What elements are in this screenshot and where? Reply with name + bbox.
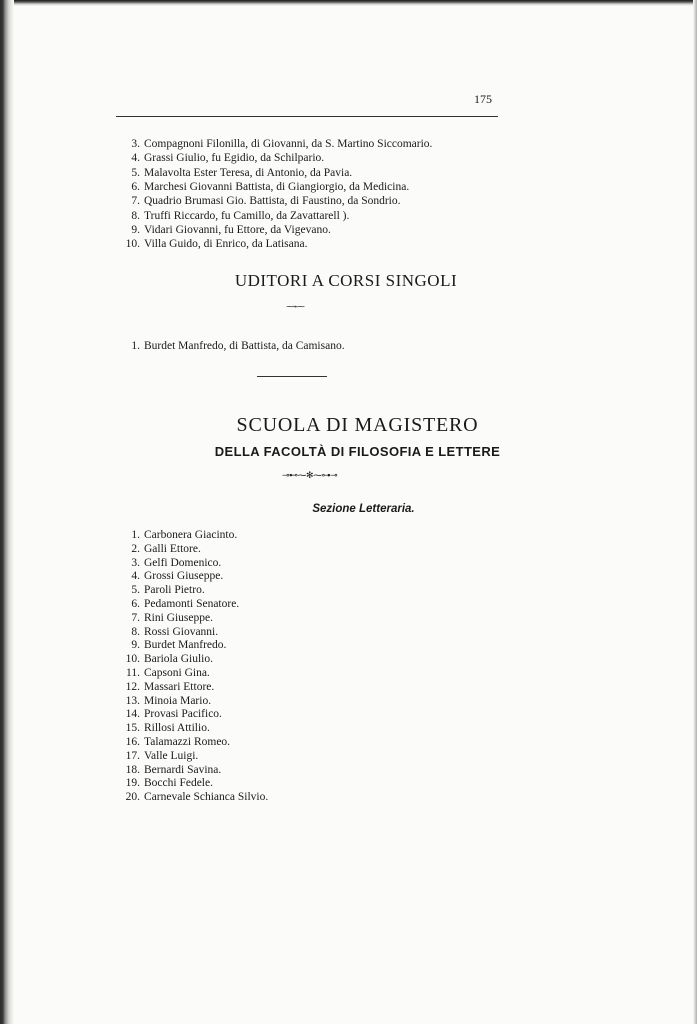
item-text: Grossi Giuseppe.	[144, 570, 224, 583]
item-number: 6.	[131, 597, 140, 610]
list-item	[131, 137, 433, 151]
item-number: 7.	[131, 195, 140, 208]
list-item	[131, 339, 345, 353]
section-heading: Sezione Letteraria.	[312, 503, 415, 515]
list-item	[131, 529, 268, 543]
list-item	[125, 749, 268, 764]
list-item	[131, 542, 268, 557]
list-item	[131, 570, 268, 584]
list-item	[131, 625, 268, 640]
section-rule	[257, 376, 327, 377]
list-item	[125, 763, 268, 778]
item-number: 10.	[125, 238, 140, 251]
item-text: Bocchi Fedele.	[144, 777, 213, 790]
list-item	[131, 151, 432, 165]
item-number: 5.	[131, 584, 140, 597]
item-text: Massari Ettore.	[144, 680, 215, 693]
list-item	[131, 556, 268, 571]
item-number: 17.	[125, 749, 140, 762]
item-text: Talamazzi Romeo.	[144, 735, 231, 748]
item-number: 15.	[125, 722, 140, 735]
list-item	[125, 722, 268, 736]
list-item	[131, 597, 268, 612]
ornament-divider: ⁓⌁⁓	[286, 302, 304, 311]
item-text: Truffi Riccardo, fu Camillo, da Zavattarell ).	[144, 209, 350, 222]
list-item	[131, 639, 268, 653]
list-item	[131, 584, 268, 598]
item-number: 7.	[131, 611, 140, 624]
list-item	[126, 666, 268, 681]
list-item	[125, 708, 268, 722]
uditori-list	[131, 339, 345, 353]
list-item	[125, 777, 268, 791]
item-text: Burdet Manfredo.	[144, 639, 227, 652]
item-number: 8.	[131, 209, 140, 222]
continued-list	[125, 137, 433, 252]
scuola-title: SCUOLA DI MAGISTERO	[236, 414, 479, 436]
facolta-subtitle: DELLA FACOLTÀ DI FILOSOFIA E LETTERE	[214, 444, 501, 459]
item-number: 13.	[125, 694, 140, 707]
page-number: 175	[474, 92, 492, 106]
item-text: Paroli Pietro.	[144, 584, 205, 597]
item-text: Bariola Giulio.	[144, 653, 213, 666]
list-item	[131, 223, 432, 237]
item-number: 6.	[131, 181, 140, 194]
item-text: Rossi Giovanni.	[144, 625, 219, 638]
item-number: 9.	[131, 224, 140, 237]
list-item	[131, 166, 432, 180]
item-number: 11.	[126, 666, 140, 679]
list-item	[131, 194, 432, 208]
item-number: 20.	[125, 791, 140, 804]
item-number: 4.	[131, 152, 140, 165]
ornament-divider: ⊸⊷⁓✻⁓⊶⊸	[282, 470, 338, 480]
item-text: Marchesi Giovanni Battista, di Giangiorgio, da Medicina.	[144, 181, 410, 194]
list-item	[125, 694, 268, 709]
list-item	[131, 180, 432, 194]
item-text: Burdet Manfredo, di Battista, da Camisano.	[144, 340, 345, 352]
item-text: Quadrio Brumasi Gio. Battista, di Faustino, da Sondrio.	[144, 195, 401, 208]
list-item	[125, 680, 268, 695]
list-item	[131, 209, 432, 223]
item-number: 8.	[131, 625, 140, 638]
item-number: 9.	[131, 639, 140, 652]
item-text: Carbonera Giacinto.	[144, 529, 238, 541]
list-item	[125, 791, 269, 805]
header-rule	[116, 116, 498, 117]
item-number: 18.	[125, 763, 140, 776]
item-text: Vidari Giovanni, fu Ettore, da Vigevano.	[144, 224, 331, 237]
item-text: Compagnoni Filonilla, di Giovanni, da S. Martino Siccomario.	[144, 138, 433, 150]
item-number: 16.	[125, 735, 140, 748]
item-text: Gelfi Domenico.	[144, 556, 222, 569]
item-text: Grassi Giulio, fu Egidio, da Schilpario.	[144, 152, 325, 165]
item-text: Capsoni Gina.	[144, 666, 210, 679]
item-number: 3.	[131, 138, 140, 150]
item-number: 5.	[131, 166, 140, 179]
item-number: 12.	[125, 680, 140, 693]
item-number: 1.	[131, 340, 140, 352]
item-text: Rillosi Attilio.	[144, 722, 210, 735]
item-text: Villa Guido, di Enrico, da Latisana.	[144, 238, 308, 251]
item-number: 4.	[131, 570, 140, 583]
list-item	[125, 237, 432, 251]
item-text: Valle Luigi.	[144, 749, 199, 762]
list-item	[125, 735, 268, 750]
item-number: 3.	[131, 556, 140, 569]
item-text: Rini Giuseppe.	[144, 611, 213, 624]
item-text: Carnevale Schianca Silvio.	[144, 791, 269, 804]
scan-top-edge	[0, 0, 697, 6]
item-number: 2.	[131, 542, 140, 555]
item-text: Galli Ettore.	[144, 542, 201, 555]
item-text: Pedamonti Senatore.	[144, 597, 240, 610]
list-item	[125, 653, 268, 667]
list-item	[131, 611, 268, 626]
item-text: Malavolta Ester Teresa, di Antonio, da Pavia.	[144, 166, 353, 179]
item-text: Provasi Pacifico.	[144, 708, 222, 721]
item-number: 19.	[125, 777, 140, 790]
uditori-title: UDITORI A CORSI SINGOLI	[234, 271, 458, 290]
item-number: 1.	[131, 529, 140, 541]
item-text: Bernardi Savina.	[144, 763, 222, 776]
item-number: 10.	[125, 653, 140, 666]
item-text: Minoia Mario.	[144, 694, 212, 707]
item-number: 14.	[125, 708, 140, 721]
scuola-list	[125, 529, 269, 805]
